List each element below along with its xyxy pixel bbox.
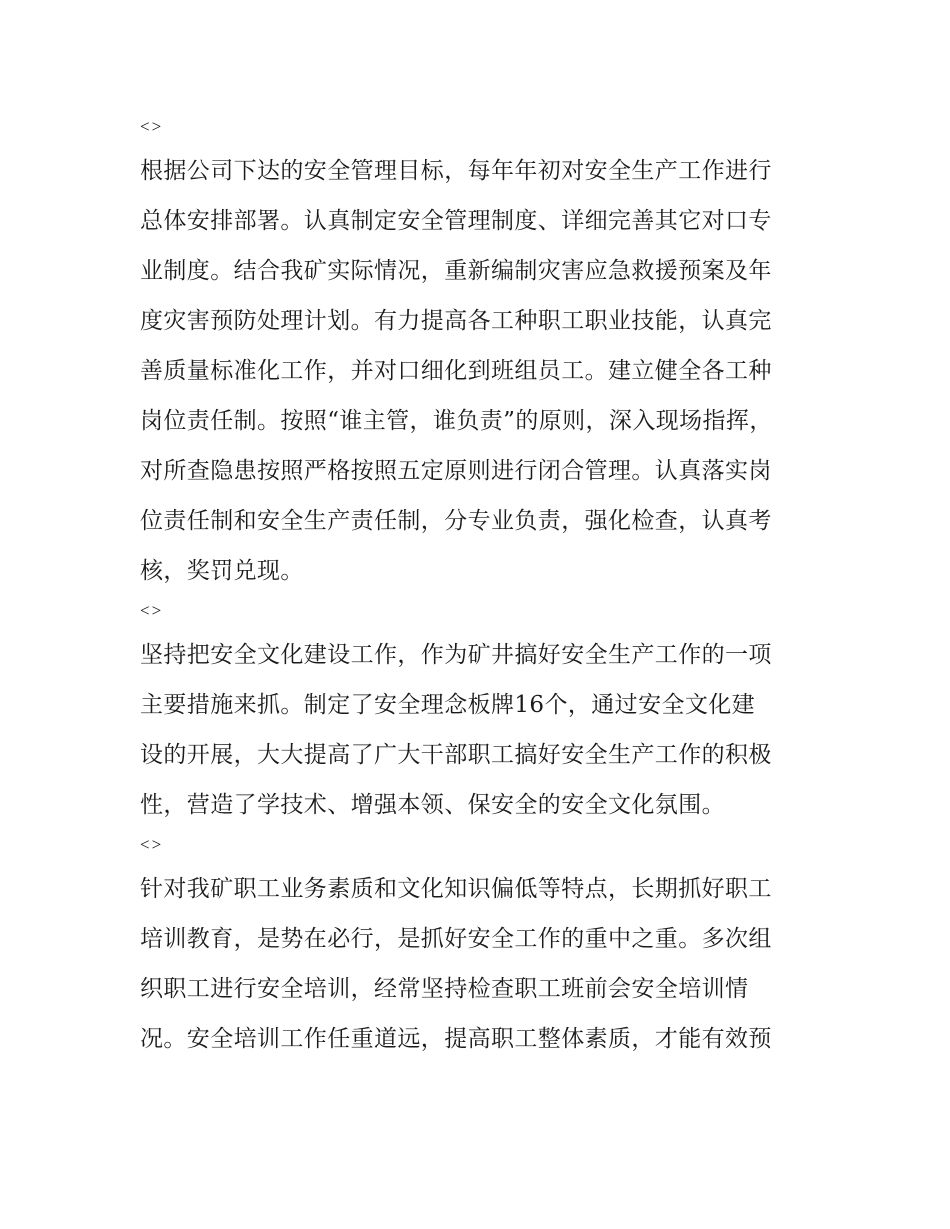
paragraph-line: 业制度。结合我矿实际情况，重新编制灾害应急救援预案及年	[140, 258, 772, 284]
section-marker: <>	[140, 835, 164, 854]
paragraph-line: 况。安全培训工作任重道远，提高职工整体素质，才能有效预	[140, 1026, 772, 1052]
paragraph-line: 主要措施来抓。制定了安全理念板牌16个，通过安全文化建	[140, 692, 756, 718]
paragraph-line: 核，奖罚兑现。	[140, 558, 304, 584]
section-marker: <>	[140, 601, 164, 620]
document-body	[140, 108, 812, 1064]
paragraph	[140, 864, 812, 1064]
paragraph-line: 培训教育，是势在必行，是抓好安全工作的重中之重。多次组	[140, 926, 772, 952]
paragraph-line: 坚持把安全文化建设工作，作为矿井搞好安全生产工作的一项	[140, 642, 772, 668]
paragraph-line: 总体安排部署。认真制定安全管理制度、详细完善其它对口专	[140, 208, 772, 234]
paragraph	[140, 630, 812, 830]
paragraph-line: 度灾害预防处理计划。有力提高各工种职工职业技能，认真完	[140, 308, 772, 334]
paragraph-line: 岗位责任制。按照“谁主管，谁负责”的原则，深入现场指挥，	[140, 408, 773, 434]
paragraph-line: 性，营造了学技术、增强本领、保安全的安全文化氛围。	[140, 792, 725, 818]
section-marker: <>	[140, 117, 164, 136]
paragraph-line: 设的开展，大大提高了广大干部职工搞好安全生产工作的积极	[140, 742, 772, 768]
paragraph-line: 根据公司下达的安全管理目标，每年年初对安全生产工作进行	[140, 158, 772, 184]
paragraph-line: 善质量标准化工作，并对口细化到班组员工。建立健全各工种	[140, 358, 772, 384]
paragraph-line: 织职工进行安全培训，经常坚持检查职工班前会安全培训情	[140, 976, 749, 1002]
paragraph	[140, 146, 812, 596]
paragraph-line: 对所查隐患按照严格按照五定原则进行闭合管理。认真落实岗	[140, 458, 772, 484]
paragraph-line: 位责任制和安全生产责任制，分专业负责，强化检查，认真考	[140, 508, 772, 534]
paragraph-line: 针对我矿职工业务素质和文化知识偏低等特点，长期抓好职工	[140, 876, 772, 902]
